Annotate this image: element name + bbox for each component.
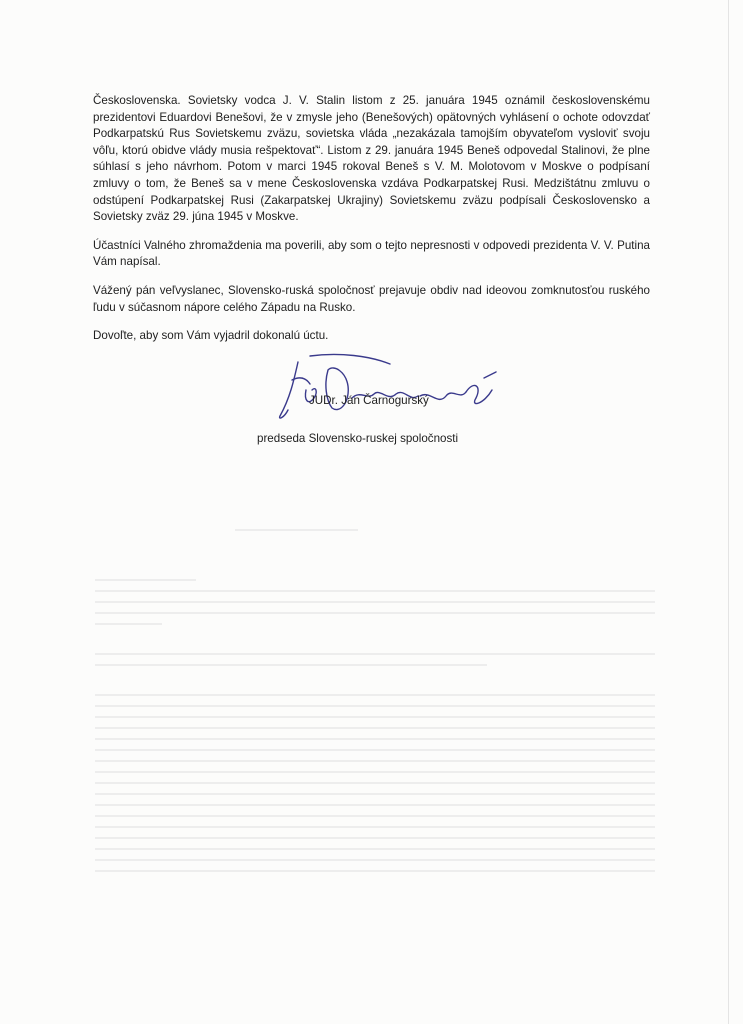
paragraph-history: Československa. Sovietsky vodca J. V. Stalin listom z 25. januára 1945 oznámil československému prezidentovi Eduardovi Benešovi, že v zmysle jeho (Benešových) opätovných vyhlásení o ochote odovzdať Podkarpatskú Rus Sovietskemu zväzu, sovietska vláda „nezakázala tamojším obyvateľom vysloviť svoju vôľu, ktorú obidve vlády musia rešpektovať“. Listom z 29. januára 1945 Beneš odpovedal Stalinovi, že plne súhlasí s jeho návrhom. Potom v marci 1945 rokoval Beneš s V. M. Molotovom v Moskve o podpísaní zmluvy o tom, že Beneš sa v mene Československa vzdáva Podkarpatskej Rusi. Medzištátnu zmluvu o odstúpení Podkarpatskej Rusi (Zakarpatskej Ukrajiny) Sovietskemu zväzu podpísali Československo a Sovietsky zväz 29. júna 1945 v Moskve. xyxy=(93,94,650,224)
page-edge xyxy=(728,0,729,1024)
handwritten-signature xyxy=(270,350,500,430)
signature-block xyxy=(257,350,530,460)
signer-title: predseda Slovensko-ruskej spoločnosti xyxy=(257,432,459,445)
paragraph-closing: Dovoľte, aby som Vám vyjadril dokonalú úctu. xyxy=(93,329,329,343)
signer-name: JUDr. Ján Čarnogurský xyxy=(309,394,429,407)
show-through-text xyxy=(95,520,655,881)
paragraph-assembly: Účastníci Valného zhromaždenia ma poverili, aby som o tejto nepresnosti v odpovedi prezidenta V. V. Putina Vám napísal. xyxy=(93,238,650,269)
paragraph-admiration: Vážený pán veľvyslanec, Slovensko-ruská spoločnosť prejavuje obdiv nad ideovou zomknutosťou ruského ľudu v súčasnom nápore celého Západu na Rusko. xyxy=(93,283,650,314)
letter-body xyxy=(93,93,650,357)
